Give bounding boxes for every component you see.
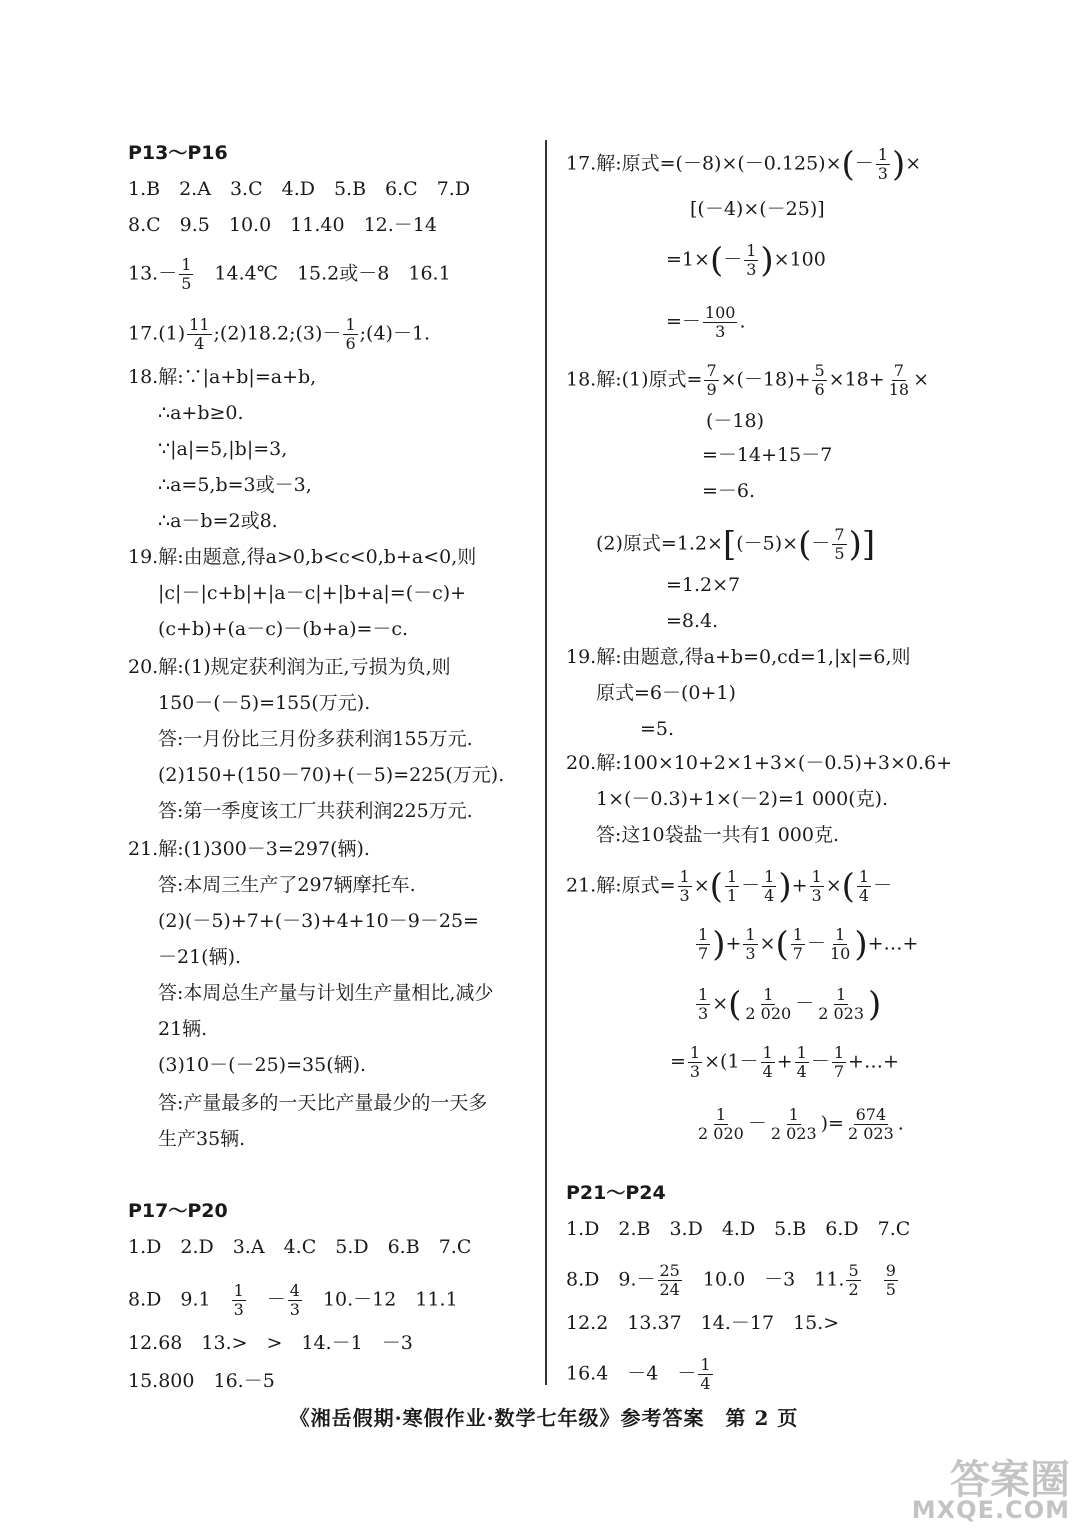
fraction [887,362,911,399]
solution-line [666,304,746,341]
numerator: 1 [181,255,192,274]
text: 10.0 －3 11. [683,1268,845,1291]
text: ×100 [773,248,826,271]
section-title: P21～P24 [566,1182,666,1204]
denominator: 3 [233,1300,244,1319]
column-divider [545,140,547,1385]
fraction [743,986,793,1023]
text: . [739,310,746,333]
fraction [343,316,357,353]
fraction [232,1282,246,1319]
solution-line: 1×(－0.3)+1×(－2)=1 000(克). [596,788,889,810]
text: ×(－18)+ [720,368,811,391]
text: 21.解:原式= [566,874,676,897]
text: × [905,152,922,175]
denominator: 9 [706,380,717,399]
text: 8.D 9.－ [566,1268,656,1291]
numerator: 4 [289,1281,300,1300]
solution-line [566,362,929,399]
solution-line: 答:这10袋盐一共有1 000克. [596,824,840,846]
solution-line: =8.4. [666,610,719,632]
answer-line: 12.68 13.> > 14.－1 －3 [128,1332,413,1354]
fraction [696,986,710,1023]
fraction [846,1262,860,1299]
numerator: 674 [855,1105,887,1124]
solution-line: 19.解:由题意,得a+b=0,cd=1,|x|=6,则 [566,646,911,668]
denominator: 18 [888,380,910,399]
solution-line: 20.解:100×10+2×1+3×(－0.5)+3×0.6+ [566,752,953,774]
answer-line: 1.D 2.D 3.A 4.C 5.D 6.B 7.C [128,1236,472,1258]
text: 17.(1) [128,322,186,345]
denominator: 7 [792,944,803,963]
text: × [913,368,929,391]
numerator: 1 [877,145,888,164]
denominator: 3 [715,322,726,341]
fraction [658,1262,682,1299]
text: 17.解:原式=(－8)×(－0.125)× [566,152,842,175]
solution-line: (c+b)+(a－c)－(b+a)=－c. [158,618,409,640]
numerator: 1 [796,1043,807,1062]
fraction [761,1044,775,1081]
denominator: 5 [181,274,192,293]
numerator: 9 [885,1261,896,1280]
denominator: 2 023 [847,1124,894,1143]
numerator: 1 [764,867,775,886]
numerator: 25 [659,1261,680,1280]
text: =－ [666,310,701,333]
text: 16.4 －4 － [566,1362,697,1385]
denominator: 6 [345,334,356,353]
solution-line: 原式=6－(0+1) [596,682,736,704]
text: ;(4)－1. [359,322,431,345]
fraction [816,986,866,1023]
solution-line: ∵|a|=5,|b|=3, [158,438,288,460]
numerator: 1 [811,867,822,886]
numerator: 1 [700,1355,711,1374]
numerator: 5 [814,361,825,380]
solution-line: (2)150+(150－70)+(－5)=225(万元). [158,764,505,786]
denominator: 3 [745,944,756,963]
solution-line: 18.解:∵|a+b|=a+b, [128,366,317,388]
solution-line: 19.解:由题意,得a>0,b<c<0,b+a<0,则 [128,546,477,568]
numerator: 1 [788,1105,799,1124]
solution-line: =1.2×7 [666,574,741,596]
numerator: 1 [715,1105,726,1124]
fraction [791,926,805,963]
fraction [179,256,193,293]
fraction [743,926,757,963]
solution-line: 生产35辆. [158,1128,246,1150]
numerator: 1 [679,867,690,886]
fraction [810,868,824,905]
fraction [812,362,826,399]
solution-line: 21.解:原式= $\frac{1}{3}$ ×( $\frac{1}{1}$ － $\frac{1}{4}$ )+ $\frac{1}{3}$ ×( $\frac{1}{4}$ － [566,866,893,907]
watermark-url: MXQE.COM [911,1496,1070,1524]
solution-line: 21.解:(1)300－3=297(辆). [128,838,370,860]
solution-line: =5. [640,718,675,740]
fraction [832,1044,846,1081]
answer-line: 12.2 13.37 14.－17 15.> [566,1312,840,1334]
fraction [744,242,758,279]
fraction [884,1262,898,1299]
numerator: 1 [745,925,756,944]
numerator: 7 [834,525,845,544]
solution-line: 150－(－5)=155(万元). [158,692,371,714]
denominator: 4 [858,886,870,905]
fraction [704,362,718,399]
text: (－5)× [736,532,799,555]
solution-line: $\frac{1}{7}$ )+ $\frac{1}{3}$ ×( $\frac{1}{7}$ － $\frac{1}{10}$ )+…+ [698,924,919,965]
denominator: 7 [833,1062,845,1081]
text: － [247,1288,286,1311]
solution-line: －21(辆). [158,946,242,968]
fraction [769,1106,819,1143]
fraction [698,1356,712,1393]
solution-line: 答:本周三生产了297辆摩托车. [158,874,416,896]
denominator: 3 [811,886,822,905]
denominator: 3 [289,1300,300,1319]
solution-line: (2)(－5)+7+(－3)+4+10－9－25= [158,910,479,932]
numerator: 1 [689,1043,701,1062]
denominator: 3 [689,1062,701,1081]
fraction [857,868,871,905]
watermark-logo [911,1448,1076,1528]
numerator: 1 [835,925,846,944]
text: . [897,1112,904,1135]
section-title: P17～P20 [128,1200,228,1222]
solution-line: 答:本周总生产量与计划生产量相比,减少 [158,982,494,1004]
fraction [696,1106,746,1143]
fraction [795,1044,809,1081]
numerator: 7 [893,361,904,380]
numerator: 1 [698,925,709,944]
numerator: 1 [763,985,774,1004]
text: 18.解:(1)原式= [566,368,703,391]
denominator: 1 [726,886,738,905]
fraction [832,526,846,563]
numerator: 1 [746,241,757,260]
fraction [288,1282,302,1319]
fraction [187,316,211,353]
solution-line: (3)10－(－25)=35(辆). [158,1054,367,1076]
text: (2)原式=1.2× [596,532,723,555]
solution-line: (2)原式=1.2×[(－5)×(－ $\frac{7}{5}$ )] [596,524,876,565]
denominator: 2 020 [698,1124,744,1143]
text: 13.－ [128,262,178,285]
numerator: 1 [858,867,870,886]
denominator: 3 [877,164,888,183]
solution-line: =－14+15－7 [702,444,833,466]
denominator: 6 [814,380,825,399]
text: 14.4℃ 15.2或－8 16.1 [195,262,451,285]
solution-line: ∴a－b=2或8. [158,510,278,532]
denominator: 4 [764,886,775,905]
fraction [688,1044,702,1081]
denominator: 2 [848,1280,859,1299]
numerator: 1 [698,985,709,1004]
answer-line: 15.800 16.－5 [128,1370,275,1392]
text: = [670,1050,686,1073]
solution-line: 答:产量最多的一天比产量最少的一天多 [158,1092,488,1114]
text: ;(2)18.2;(3)－ [213,322,342,345]
numerator: 1 [726,867,738,886]
solution-line: = $\frac{1}{3}$ ×(1－ $\frac{1}{4}$ + $\frac{1}{4}$ － $\frac{1}{7}$ +…+ [670,1043,899,1081]
page-footer: 《湘岳假期·寒假作业·数学七年级》参考答案 第 2 页 [289,1406,799,1430]
solution-line: 17.解:原式=(－8)×(－0.125)×(－ $\frac{1}{3}$ )× [566,144,922,185]
denominator: 3 [746,260,757,279]
text: =1× [666,248,710,271]
text: +…+ [867,932,919,955]
watermark-text: 答案圈 [950,1457,1070,1503]
numerator: 1 [833,1043,845,1062]
answer-line [128,316,430,353]
solution-line: [(－4)×(－25)] [690,198,825,220]
numerator: 1 [233,1281,244,1300]
solution-line: =－6. [702,480,756,502]
denominator: 4 [700,1374,711,1393]
fraction [846,1106,896,1143]
solution-line: (－18) [706,410,765,432]
answer-line: 8.C 9.5 10.0 11.40 12.－14 [128,214,437,236]
denominator: 5 [834,544,845,563]
solution-line: $\frac{1}{2 020}$ － $\frac{1}{2 023}$ )= $\frac{674}{2 023}$ . [698,1105,904,1143]
denominator: 2 023 [770,1124,817,1143]
section-title: P13～P16 [128,142,228,164]
denominator: 7 [698,944,709,963]
denominator: 4 [194,334,205,353]
solution-line: 21辆. [158,1018,208,1040]
numerator: 1 [762,1043,773,1062]
solution-line: ∴a+b≥0. [158,402,244,424]
answer-line [128,1282,458,1319]
solution-line: 答:一月份比三月份多获利润155万元. [158,728,473,750]
text: 10.－12 11.1 [303,1288,458,1311]
denominator: 10 [829,944,851,963]
fraction [876,146,890,183]
fraction [828,926,852,963]
text: (1－ [720,1050,759,1073]
denominator: 4 [762,1062,773,1081]
text: +…+ [848,1050,899,1073]
answer-line: 1.D 2.B 3.D 4.D 5.B 6.D 7.C [566,1218,911,1240]
text: 8.D 9.1 [128,1288,230,1311]
solution-line: $\frac{1}{3}$ ×( $\frac{1}{2 020}$ － $\frac{1}{2 023}$ ) [698,984,882,1025]
numerator: 7 [706,361,717,380]
answer-line [566,1356,715,1393]
text: ×18+ [828,368,885,391]
denominator: 4 [796,1062,807,1081]
solution-line: |c|－|c+b|+|a－c|+|b+a|=(－c)+ [158,582,467,604]
denominator: 5 [885,1280,896,1299]
fraction [696,926,710,963]
answer-line [566,1262,900,1299]
denominator: 24 [659,1280,680,1299]
fraction [703,304,738,341]
numerator: 11 [189,315,210,334]
solution-line: 答:第一季度该工厂共获利润225万元. [158,800,473,822]
denominator: 2 020 [745,1004,792,1023]
denominator: 2 023 [818,1004,865,1023]
numerator: 1 [836,985,847,1004]
numerator: 100 [704,303,736,322]
answer-line: 1.B 2.A 3.C 4.D 5.B 6.C 7.D [128,178,471,200]
numerator: 1 [792,925,803,944]
solution-line: =1×(－ $\frac{1}{3}$ )×100 [666,240,826,281]
numerator: 1 [345,315,356,334]
fraction [725,868,739,905]
fraction [678,868,692,905]
denominator: 3 [698,1004,709,1023]
solution-line: 20.解:(1)规定获利润为正,亏损为负,则 [128,656,451,678]
answer-line [128,256,451,293]
numerator: 5 [848,1261,859,1280]
denominator: 3 [679,886,690,905]
fraction [762,868,776,905]
solution-line: ∴a=5,b=3或－3, [158,474,312,496]
